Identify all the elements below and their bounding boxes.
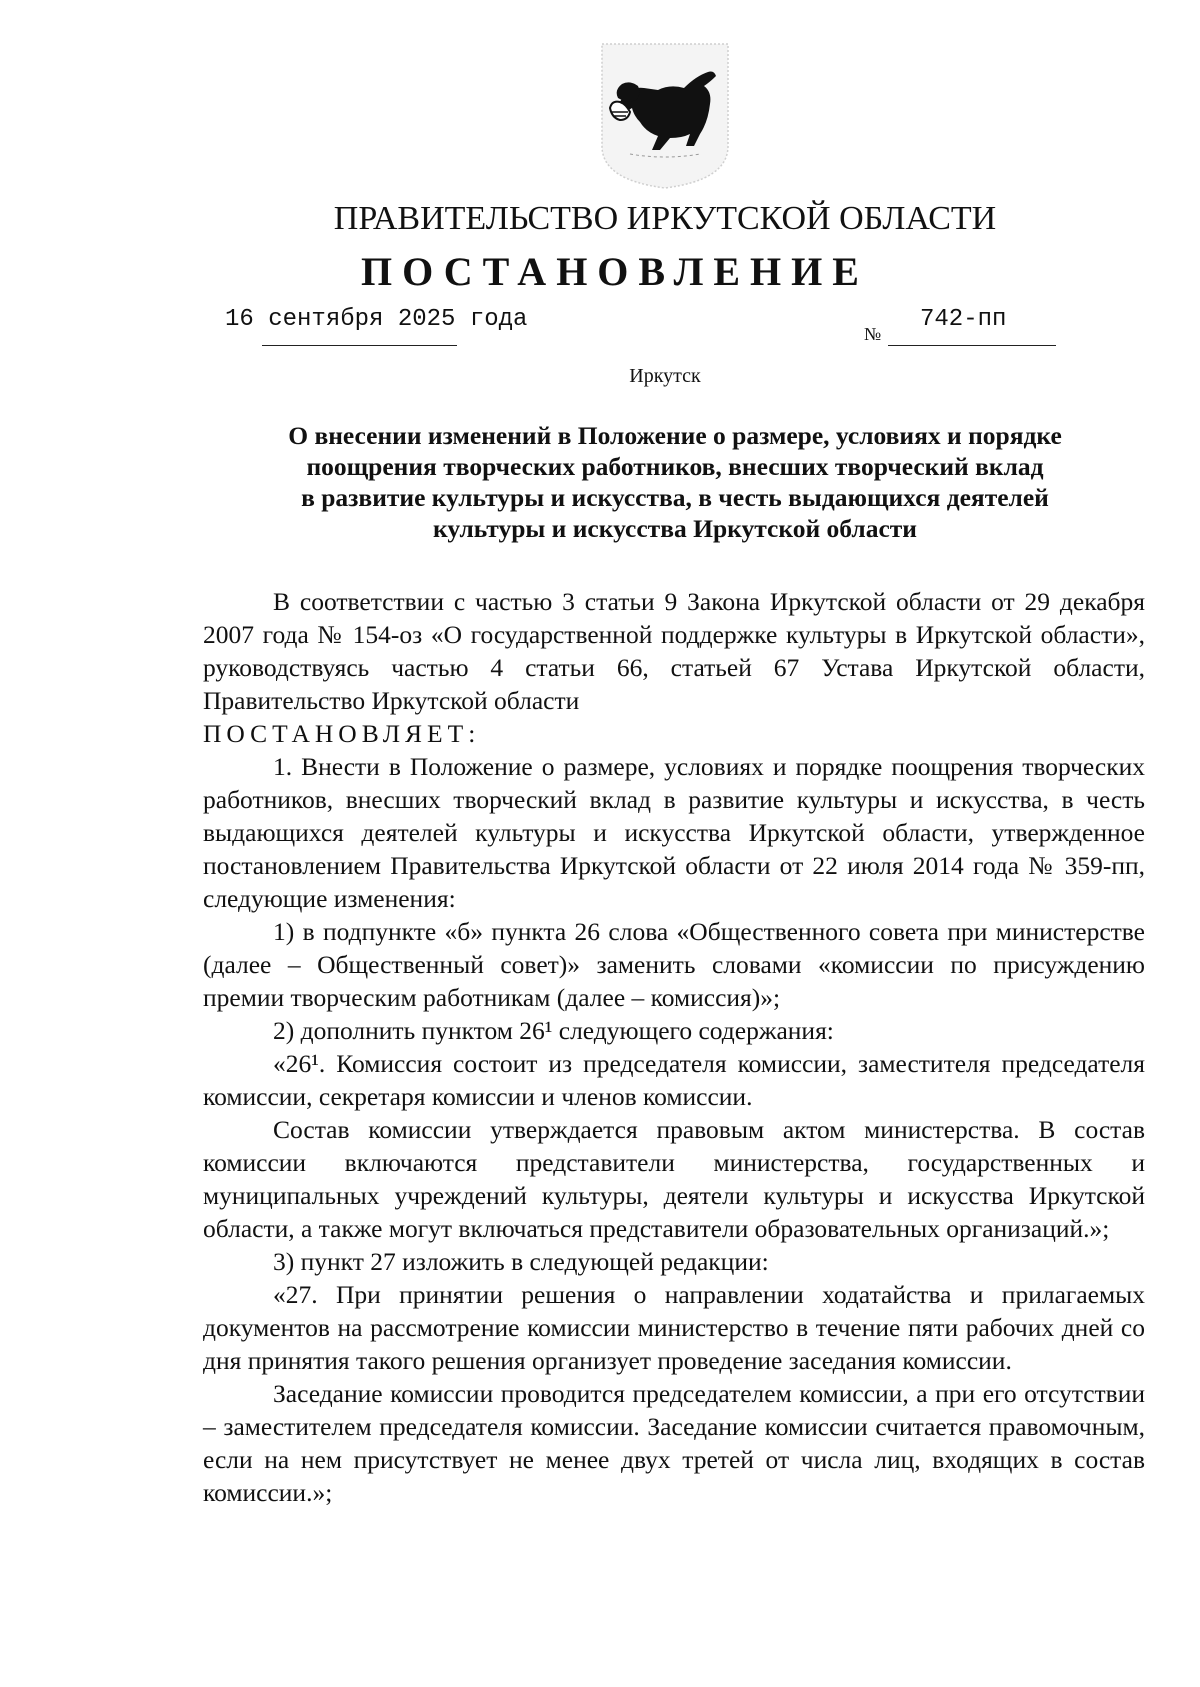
coat-of-arms-emblem <box>600 42 730 190</box>
body-paragraph: В соответствии с частью 3 статьи 9 Закона Иркутской области от 29 декабря 2007 года № 154-оз «О государственной поддержке культуры в Иркутской области», руководствуясь частью 4 статьи 66, статьей 67 Устава Иркутской области, Правительство Иркутской области <box>203 587 1145 715</box>
subject-line: О внесении изменений в Положение о размере, условиях и порядке <box>288 421 1062 450</box>
document-number: 742-пп <box>920 306 1007 333</box>
number-underline <box>888 345 1056 346</box>
body-paragraph: 1. Внести в Положение о размере, условиях и порядке поощрения творческих работников, внесших творческий вклад в развитие культуры и искусства, в честь выдающихся деятелей культуры и искусства Иркутской области, утвержденное постановлением Правительства Иркутской области от 22 июля 2014 года № 359-пп, следующие изменения: <box>203 752 1145 913</box>
body-paragraph: 2) дополнить пунктом 26¹ следующего содержания: <box>273 1016 834 1045</box>
document-type: ПОСТАНОВЛЕНИЕ <box>361 249 869 294</box>
date-underline <box>262 345 457 346</box>
body-paragraph: 1) в подпункте «б» пункта 26 слова «Общественного совета при министерстве (далее – Общественный совет)» заменить словами «комиссии по присуждению премии творческим работникам (далее – комиссия)»; <box>203 917 1145 1012</box>
subject-line: поощрения творческих работников, внесших творческий вклад <box>306 452 1044 481</box>
city: Иркутск <box>629 365 701 387</box>
body-paragraph: 3) пункт 27 изложить в следующей редакции: <box>273 1247 769 1276</box>
body-paragraph: Заседание комиссии проводится председателем комиссии, а при его отсутствии – заместителем председателя комиссии. Заседание комиссии считается правомочным, если на нем присутствует не менее двух третей от числа лиц, входящих в состав комиссии.»; <box>203 1379 1145 1507</box>
subject-line: в развитие культуры и искусства, в честь выдающихся деятелей <box>301 483 1049 512</box>
body-paragraph: Состав комиссии утверждается правовым актом министерства. В состав комиссии включаются представители министерства, государственных и муниципальных учреждений культуры, деятели культуры и искусства Иркутской области, а также могут включаться представители образовательных организаций.»; <box>203 1115 1145 1243</box>
document-body <box>203 585 1145 1509</box>
document-subject <box>215 420 1135 544</box>
document-date: 16 сентября 2025 года <box>225 306 528 333</box>
body-paragraph: «26¹. Комиссия состоит из председателя комиссии, заместителя председателя комиссии, секретаря комиссии и членов комиссии. <box>203 1049 1145 1111</box>
government-name: ПРАВИТЕЛЬСТВО ИРКУТСКОЙ ОБЛАСТИ <box>333 200 997 237</box>
resolves-heading: ПОСТАНОВЛЯЕТ: <box>203 719 481 748</box>
subject-line: культуры и искусства Иркутской области <box>433 514 917 543</box>
number-label: № <box>864 324 882 344</box>
body-paragraph: «27. При принятии решения о направлении ходатайства и прилагаемых документов на рассмотрение комиссии министерство в течение пяти рабочих дней со дня принятия такого решения организует проведение заседания комиссии. <box>203 1280 1145 1375</box>
